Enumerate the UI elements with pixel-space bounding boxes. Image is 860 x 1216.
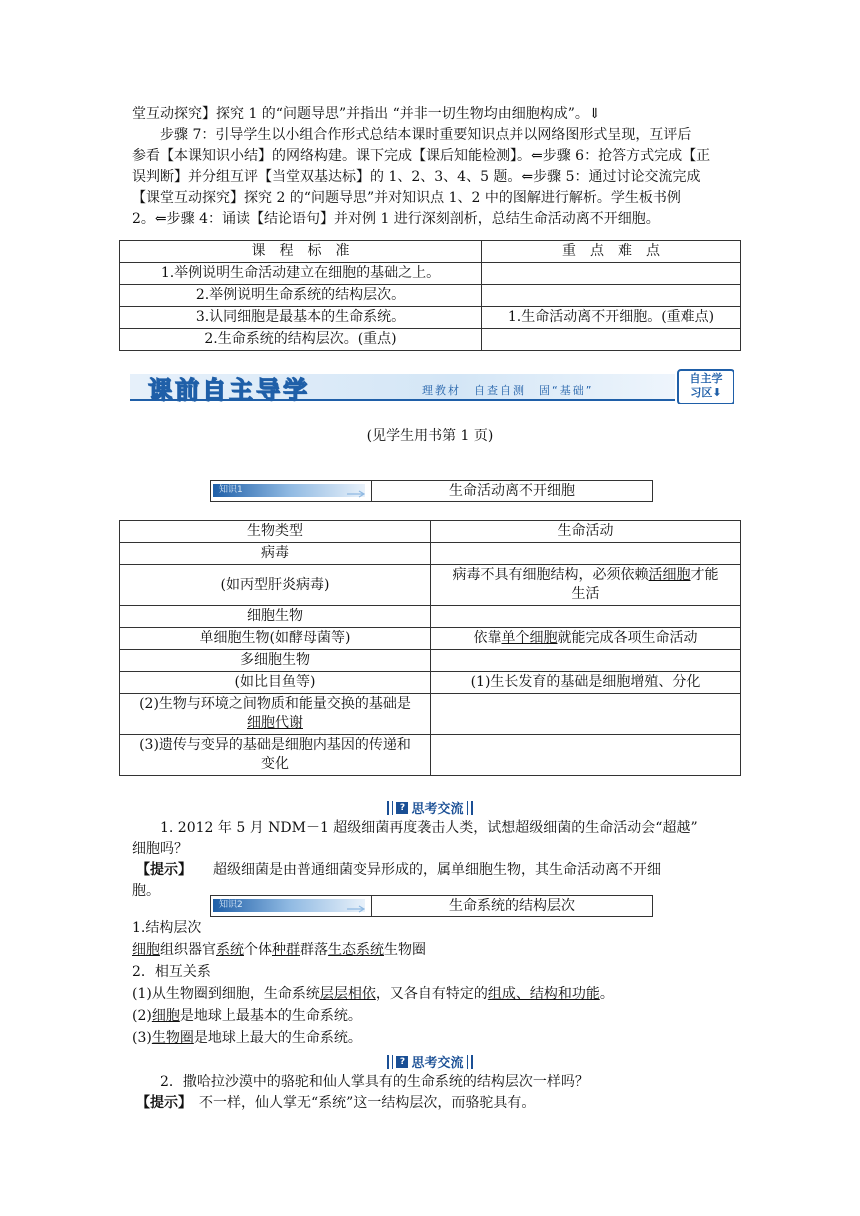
banner-subtitle: 理教材 自查自测 固“基础” [422, 384, 594, 397]
question-line: 细胞吗？ [132, 841, 188, 857]
standards-row-right [482, 329, 741, 351]
chain-item: 细胞 [132, 942, 160, 958]
tip-line [132, 1093, 742, 1114]
text-run: ，又各自有特定的 [375, 986, 488, 1002]
text-run: 。 [599, 986, 614, 1002]
text-run: 病毒不具有细胞结构，必须依赖 [452, 567, 649, 583]
down-arrow-icon: ⬇ [712, 386, 722, 399]
tip-label: 【提示】 [136, 862, 185, 878]
life-row-left: 多细胞生物 [120, 650, 431, 672]
underlined-answer: 活细胞 [648, 567, 691, 583]
chain-item: 个体 [244, 942, 272, 958]
text-run: 变化 [261, 756, 289, 772]
life-row-left [120, 735, 431, 776]
section-banner [130, 368, 734, 404]
think-label: 思考交流 [411, 1056, 464, 1071]
tip-text: 不一样，仙人掌无“系统”这一结构层次，而骆驼具有。 [199, 1095, 536, 1111]
life-row-left: (如比目鱼等) [120, 672, 431, 694]
intro-line-6: 2。⇐步骤 4：诵读【结论语句】并对例 1 进行深刻剖析，总结生命活动离不开细胞。 [132, 211, 660, 227]
intro-line-2: 步骤 7：引导学生以小组合作形式总结本课时重要知识点并以网络图形式呈现，互评后 [160, 127, 692, 143]
underlined-answer: 层层相依 [319, 986, 376, 1002]
text-run: 生活 [571, 586, 600, 602]
life-row-left: 细胞生物 [120, 606, 431, 628]
section-2-header [210, 895, 653, 917]
think-exchange-2-heading [0, 1052, 860, 1073]
text-run: 是地球上最基本的生命系统。 [179, 1008, 362, 1024]
tip-label: 【提示】 [136, 1095, 185, 1111]
intro-paragraph [132, 104, 732, 230]
text-run: (3)遗传与变异的基础是细胞内基因的传递和 [139, 737, 411, 753]
levels-point-1 [132, 983, 742, 1005]
text-run: 是地球上最大的生命系统。 [193, 1030, 362, 1046]
life-row-left: 单细胞生物(如酵母菌等) [120, 628, 431, 650]
structural-levels [132, 917, 742, 1049]
standards-row-left: 2.举例说明生命系统的结构层次。 [120, 285, 482, 307]
life-row-left: 病毒 [120, 543, 431, 565]
life-row-right [431, 565, 741, 606]
underlined-answer: 单个细胞 [501, 630, 558, 646]
standards-header-left: 课 程 标 准 [120, 241, 482, 263]
section-1-number: 知识1 [219, 485, 243, 495]
section-2-badge [211, 896, 372, 916]
text-run: (2)生物与环境之间物质和能量交换的基础是 [139, 696, 411, 712]
standards-row-right: 1.生命活动离不开细胞。(重难点) [482, 307, 741, 329]
section-1-title: 生命活动离不开细胞 [449, 483, 575, 499]
arrow-right-icon [347, 905, 367, 913]
think-exchange-2 [132, 1072, 742, 1114]
underlined-answer: 细胞代谢 [247, 715, 303, 731]
chain-item: 群落 [300, 942, 328, 958]
intro-line-5: 【课堂互动探究】探究 2 的“问题导思”并对知识点 1、2 中的图解进行解析。学生板书例 [132, 190, 681, 206]
life-row-left [120, 694, 431, 735]
tip-text: 超级细菌是由普通细菌变异形成的，属单细胞生物，其生命活动离不开细 [213, 862, 661, 878]
standards-row-left: 3.认同细胞是最基本的生命系统。 [120, 307, 482, 329]
banner-badge [680, 372, 732, 400]
chain-item: 系统 [216, 942, 244, 958]
standards-row-right [482, 285, 741, 307]
levels-point-3 [132, 1027, 742, 1049]
think-exchange-1-heading [0, 798, 860, 819]
question-line: 2．撒哈拉沙漠中的骆驼和仙人掌具有的生命系统的结构层次一样吗？ [160, 1074, 589, 1090]
arrow-right-icon [347, 490, 367, 498]
page-reference: (见学生用书第 1 页) [366, 428, 494, 444]
badge-line-2: 习区 [690, 386, 713, 399]
standards-row-left: 1.举例说明生命活动建立在细胞的基础之上。 [120, 263, 482, 285]
life-row-right: (1)生长发育的基础是细胞增殖、分化 [431, 672, 741, 694]
question-line: 1. 2012 年 5 月 NDM－1 超级细菌再度袭击人类，试想超级细菌的生命活动会“超越” [160, 820, 698, 836]
think-label: 思考交流 [411, 802, 464, 817]
chain-item: 组织 [160, 942, 188, 958]
question-icon: ? [396, 1056, 408, 1068]
text-run: 就能完成各项生命活动 [557, 630, 698, 646]
intro-line-1: 堂互动探究】探究 1 的“问题导思”并指出 “并非一切生物均由细胞构成”。⇓ [132, 106, 601, 122]
section-1-badge [211, 481, 372, 501]
tip-line [132, 860, 742, 881]
section-2-number: 知识2 [219, 900, 243, 910]
chain-item: 生态系统 [328, 942, 384, 958]
chain-item: 器官 [188, 942, 216, 958]
chain-item: 种群 [272, 942, 300, 958]
think-exchange-1 [132, 818, 742, 902]
banner-title: 课前自主导学 [148, 376, 310, 404]
life-row-left: (如丙型肝炎病毒) [120, 565, 431, 606]
life-row-right [431, 628, 741, 650]
text-run: 依靠 [473, 630, 502, 646]
section-1-header [210, 480, 653, 502]
question-icon: ? [396, 802, 408, 814]
life-header-left: 生物类型 [120, 521, 431, 543]
chain-item: 生物圈 [384, 942, 426, 958]
standards-row-right [482, 263, 741, 285]
underlined-answer: 生物圈 [151, 1030, 194, 1046]
tip-line: 胞。 [132, 883, 160, 899]
text-run: (2) [132, 1008, 152, 1024]
standards-header-right: 重 点 难 点 [482, 241, 741, 263]
text-run: (1)从生物圈到细胞，生命系统 [132, 986, 320, 1002]
intro-line-3: 参看【本课知识小结】的网络构建。课下完成【课后知能检测】。⇐步骤 6：抢答方式完成【正 [132, 148, 711, 164]
underlined-answer: 细胞 [151, 1008, 180, 1024]
underlined-answer: 组成、结构和功能 [487, 986, 600, 1002]
text-run: (3) [132, 1030, 152, 1046]
text-run: 才能 [690, 567, 719, 583]
life-activity-table [119, 520, 741, 776]
levels-heading-2: 2．相互关系 [132, 964, 211, 980]
life-header-right: 生命活动 [431, 521, 741, 543]
badge-line-1: 自主学 [689, 372, 723, 385]
section-2-title: 生命系统的结构层次 [449, 898, 575, 914]
standards-table [119, 240, 741, 351]
standards-row-left: 2.生命系统的结构层次。(重点) [120, 329, 482, 351]
levels-heading-1: 1.结构层次 [132, 920, 202, 936]
levels-point-2 [132, 1005, 742, 1027]
levels-chain [132, 939, 742, 961]
intro-line-4: 误判断】并分组互评【当堂双基达标】的 1、2、3、4、5 题。⇐步骤 5：通过讨论交流完成 [132, 169, 701, 185]
